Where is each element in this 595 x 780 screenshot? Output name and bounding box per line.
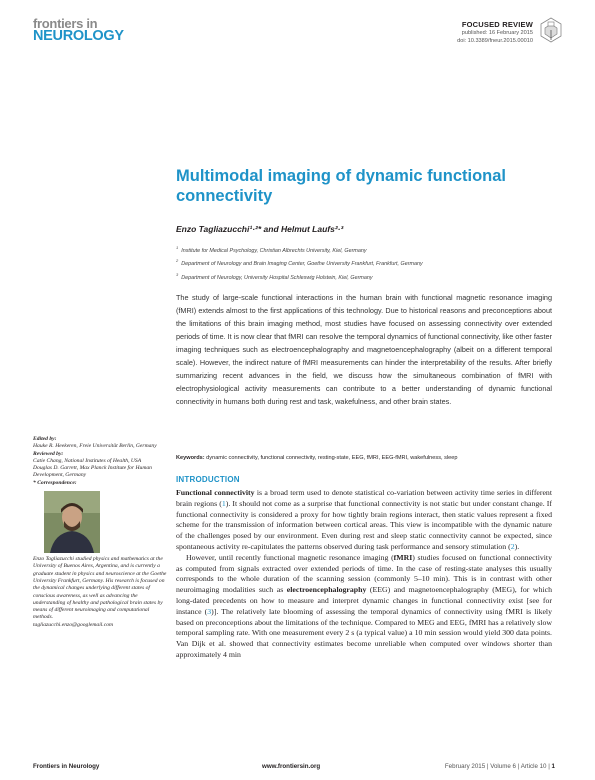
crossmark-icon[interactable] bbox=[537, 16, 565, 46]
abstract: The study of large-scale functional interactions in the human brain with functional magnetic resonance imaging (fMRI) extends almost to the first applications of this technology. Due to historical reasons and preconceptions about the limitations of this brain imaging method, most studies have focused on assessing connectivity over extended periods of time. It is now clear that fMRI can resolve the temporal dynamics of functional connectivity, like other faster imaging techniques such as electroencephalography and magnetoencephalography (albeit on a different temporal scale). However, the indirect nature of fMRI measurements can hinder the interpretability of the results. After briefly summarizing recent advances in the field, we discuss how the simultaneous combination of fMRI with electrophysiological activity measurements can contribute to a better understanding of dynamic functional connectivity in humans both during rest and task, wakefulness, and other brain states. bbox=[176, 293, 552, 406]
reviewed-by-label: Reviewed by: bbox=[33, 450, 64, 457]
editor-name: Hauke R. Heekeren, Freie Universität Berlin, Germany bbox=[33, 443, 157, 450]
reviewer-name: Douglas D. Garrett, Max Planck Institute for Human Development, Germany bbox=[33, 465, 152, 479]
journal-logo bbox=[33, 17, 124, 44]
footer-journal-name: Frontiers in Neurology bbox=[33, 763, 100, 770]
correspondence-label: * Correspondence: bbox=[33, 479, 77, 486]
affiliation-item: $^2$ Department of Neurology and Brain Imaging Center, Goethe University Frankfurt, Frankfurt, Germany bbox=[176, 258, 423, 268]
author-list: Enzo Tagliazucchi¹·²* and Helmut Laufs²·³ bbox=[176, 224, 344, 234]
citation-link[interactable]: 3 bbox=[207, 606, 212, 616]
affiliations bbox=[176, 243, 556, 283]
author-photo bbox=[44, 491, 100, 553]
keywords-list: dynamic connectivity, functional connectivity, resting-state, EEG, fMRI, EEG-fMRI, wakefulness, sleep bbox=[206, 455, 458, 461]
email-link[interactable]: tagliazucchi.enzo@googlemail.com bbox=[33, 621, 114, 628]
article-title: Multimodal imaging of dynamic functional connectivity bbox=[176, 167, 507, 205]
author-bio: Enzo Tagliazucchi studied physics and mathematics at the University of Buenos Aires, Argentina, and is currently a graduate student in physics and neuroscience at the Goethe University Frankfurt, Germany. His research is focused on the dynamical changes underlying different states of conscious awareness, as well as advancing the understanding of healthy and pathological brain states by means of different neuroimaging and computational methods. bbox=[33, 556, 167, 621]
published-date: published: 16 February 2015 bbox=[461, 30, 533, 36]
logo-bottom-text: NEUROLOGY bbox=[33, 28, 124, 44]
doi-link[interactable]: doi: 10.3389/fneur.2015.00010 bbox=[457, 38, 533, 44]
paragraph: Functional connectivity is a broad term used to denote statistical co-variation between activity time series in different brain regions (1). It should not come as a surprise that functional connectivity is not static but under constant change. If functional connectivity is considered a proxy for how tightly brain regions interact, then static values represent a fixed scheme for the transmission of information between cortical areas. This view is incompatible with the dynamic nature of the challenges posed by our environment. Even during rest and sleep static connectivity cannot be expected, since spontaneous activity re-capitulates the patterns observed during task performance and sensory stimulation (2). bbox=[176, 488, 552, 551]
paragraph: However, until recently functional magnetic resonance imaging (fMRI) studies focused on functional connectivity as computed from signals extracted over extended periods of time. In the case of resting-state analyses this usually corresponds to the whole duration of the scanning session (commonly 5–10 min). This is in contrast with other neuroimaging modalities such as electroencephalography (EEG) and magnetoencephalography (MEG), for which long-dated precedents on how to measure and interpret dynamic changes in functional connectivity exist [see for instance (3)]. The relatively late blooming of assessing the temporal dynamics of connectivity using fMRI is likely based on preconceptions about the limitations of the technique. Compared to MEG and EEG, fMRI has a relatively slow temporal sampling rate. With one measurement every 2 s (a typical value) a 10 min session would yield 300 data points. Van Dijk et al. showed that connectivity estimates become unreliable when computed over windows shorter than approximately 4 min bbox=[176, 552, 552, 659]
affiliation-item: $^3$ Department of Neurology, University Hospital Schleswig Holstein, Kiel, Germany bbox=[176, 271, 373, 281]
keywords bbox=[176, 455, 552, 461]
affiliation-item: $^1$ Institute for Medical Psychology, Christian Albrechts University, Kiel, Germany bbox=[176, 245, 367, 254]
editorial-sidebar bbox=[33, 436, 169, 629]
citation-link[interactable]: 2 bbox=[510, 541, 515, 551]
edited-by-label: Edited by: bbox=[33, 436, 57, 442]
review-type-label: FOCUSED REVIEW bbox=[461, 20, 533, 29]
body-text bbox=[176, 488, 552, 661]
footer-meta: February 2015 | Volume 6 | Article 10 | 1 bbox=[444, 763, 555, 770]
keywords-label: Keywords: bbox=[176, 455, 205, 461]
logo-top-text: frontiers in bbox=[33, 16, 98, 31]
reviewer-name: Catie Chang, National Institutes of Health, USA bbox=[33, 457, 142, 464]
citation-link[interactable]: 1 bbox=[221, 498, 226, 508]
footer-website-link[interactable]: www.frontiersin.org bbox=[262, 763, 321, 770]
article-info-header bbox=[457, 20, 533, 45]
section-heading-introduction: INTRODUCTION bbox=[176, 475, 240, 484]
page-number: 1 bbox=[551, 763, 555, 770]
